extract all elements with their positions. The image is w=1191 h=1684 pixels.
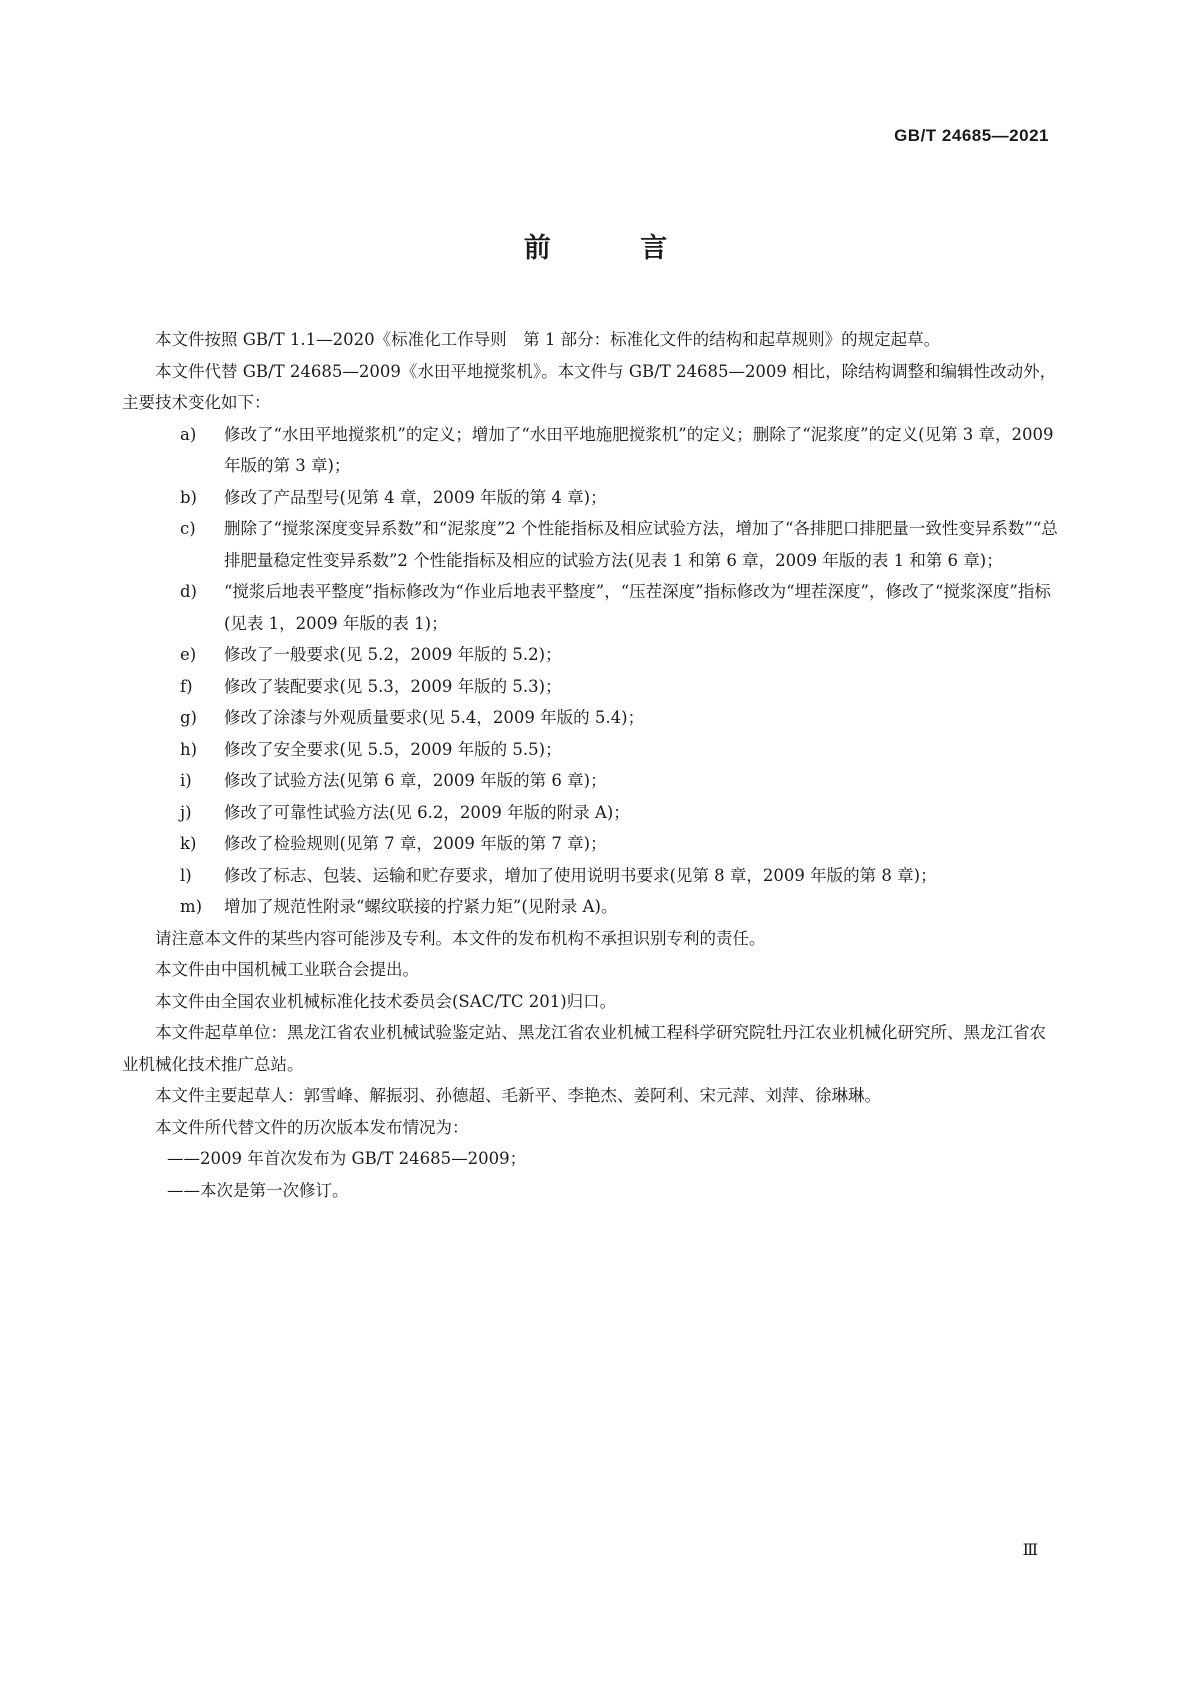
paragraph-replacement: 本文件代替 GB/T 24685—2009《水田平地搅浆机》。本文件与 GB/T 24685—2009 相比，除结构调整和编辑性改动外，主要技术变化如下： [122, 361, 1057, 412]
changes-list [122, 419, 1062, 923]
list-item [122, 702, 1062, 734]
paragraph-patent-notice: 请注意本文件的某些内容可能涉及专利。本文件的发布机构不承担识别专利的责任。 [155, 928, 766, 948]
list-item [122, 576, 1062, 639]
list-item-mark: f) [180, 676, 193, 696]
list-item-mark: g) [180, 708, 197, 727]
list-item-mark: a) [180, 424, 197, 444]
paragraph-committee: 本文件由全国农业机械标准化技术委员会(SAC/TC 201)归口。 [155, 991, 617, 1011]
list-item [122, 891, 1062, 923]
list-item-mark: h) [180, 739, 198, 759]
paragraph-drafters: 本文件主要起草人：郭雪峰、解振羽、孙德超、毛新平、李艳杰、姜阿利、宋元萍、刘萍、徐琳琳。 [155, 1086, 881, 1105]
list-item-mark: c) [180, 519, 196, 538]
list-item-mark: j) [180, 802, 192, 822]
standard-code: GB/T 24685—2021 [894, 126, 1049, 145]
list-item-text: 修改了涂漆与外观质量要求(见 5.4，2009 年版的 5.4)； [224, 708, 645, 727]
foreword-body [122, 324, 1062, 1206]
list-item [122, 734, 1062, 766]
list-item [122, 639, 1062, 671]
list-item [122, 482, 1062, 514]
list-item [122, 419, 1062, 482]
list-item-mark: k) [180, 834, 197, 853]
page-number: Ⅲ [1022, 1540, 1038, 1559]
list-item-text: “搅浆后地表平整度”指标修改为“作业后地表平整度”，“压茬深度”指标修改为“埋茬深度”，修改了“搅浆深度”指标(见表 1，2009 年版的表 1)； [224, 582, 1051, 633]
history-item: ——2009 年首次发布为 GB/T 24685—2009； [167, 1149, 527, 1168]
list-item-text: 修改了安全要求(见 5.5，2009 年版的 5.5)； [224, 739, 562, 759]
history-item: ——本次是第一次修订。 [167, 1180, 349, 1200]
paragraph-proposer: 本文件由中国机械工业联合会提出。 [155, 960, 419, 979]
list-item-mark: e) [180, 645, 197, 664]
list-item [122, 765, 1062, 797]
list-item [122, 671, 1062, 703]
list-item-text: 修改了装配要求(见 5.3，2009 年版的 5.3)； [224, 676, 562, 696]
list-item [122, 797, 1062, 829]
list-item-text: 修改了试验方法(见第 6 章，2009 年版的第 6 章)； [224, 771, 607, 790]
list-item-text: 修改了检验规则(见第 7 章，2009 年版的第 7 章)； [224, 834, 607, 853]
list-item-text: 修改了产品型号(见第 4 章，2009 年版的第 4 章)； [224, 487, 607, 507]
list-item-text: 修改了一般要求(见 5.2，2009 年版的 5.2)； [224, 645, 562, 664]
list-item-mark: l) [180, 865, 192, 885]
paragraph-drafting-units: 本文件起草单位：黑龙江省农业机械试验鉴定站、黑龙江省农业机械工程科学研究院牡丹江农业机械化研究所、黑龙江省农业机械化技术推广总站。 [122, 1023, 1046, 1074]
list-item [122, 513, 1062, 576]
paragraph-history-intro: 本文件所代替文件的历次版本发布情况为： [155, 1117, 469, 1137]
list-item-text: 修改了标志、包装、运输和贮存要求，增加了使用说明书要求(见第 8 章，2009 年版的第 8 章)； [224, 865, 937, 885]
list-item-mark: b) [180, 487, 197, 507]
list-item-text: 修改了可靠性试验方法(见 6.2，2009 年版的附录 A)； [224, 802, 630, 822]
page-title: 前 言 [523, 233, 708, 264]
list-item-text: 删除了“搅浆深度变异系数”和“泥浆度”2 个性能指标及相应试验方法，增加了“各排肥口排肥量一致性变异系数”“总排肥量稳定性变异系数”2 个性能指标及相应的试验方法(见表 1 和第 6 章，2009 年版的表 1 和第 6 章)； [224, 519, 1058, 570]
list-item-text: 修改了“水田平地搅浆机”的定义；增加了“水田平地施肥搅浆机”的定义；删除了“泥浆度”的定义(见第 3 章，2009 年版的第 3 章)； [224, 424, 1054, 475]
list-item-mark: d) [180, 582, 197, 601]
list-item-mark: i) [180, 771, 192, 790]
list-item-mark: m) [180, 897, 203, 916]
list-item-text: 增加了规范性附录“螺纹联接的拧紧力矩”(见附录 A)。 [224, 897, 618, 916]
list-item [122, 860, 1062, 892]
list-item [122, 828, 1062, 860]
paragraph-basis: 本文件按照 GB/T 1.1—2020《标准化工作导则 第 1 部分：标准化文件的结构和起草规则》的规定起草。 [155, 330, 941, 349]
